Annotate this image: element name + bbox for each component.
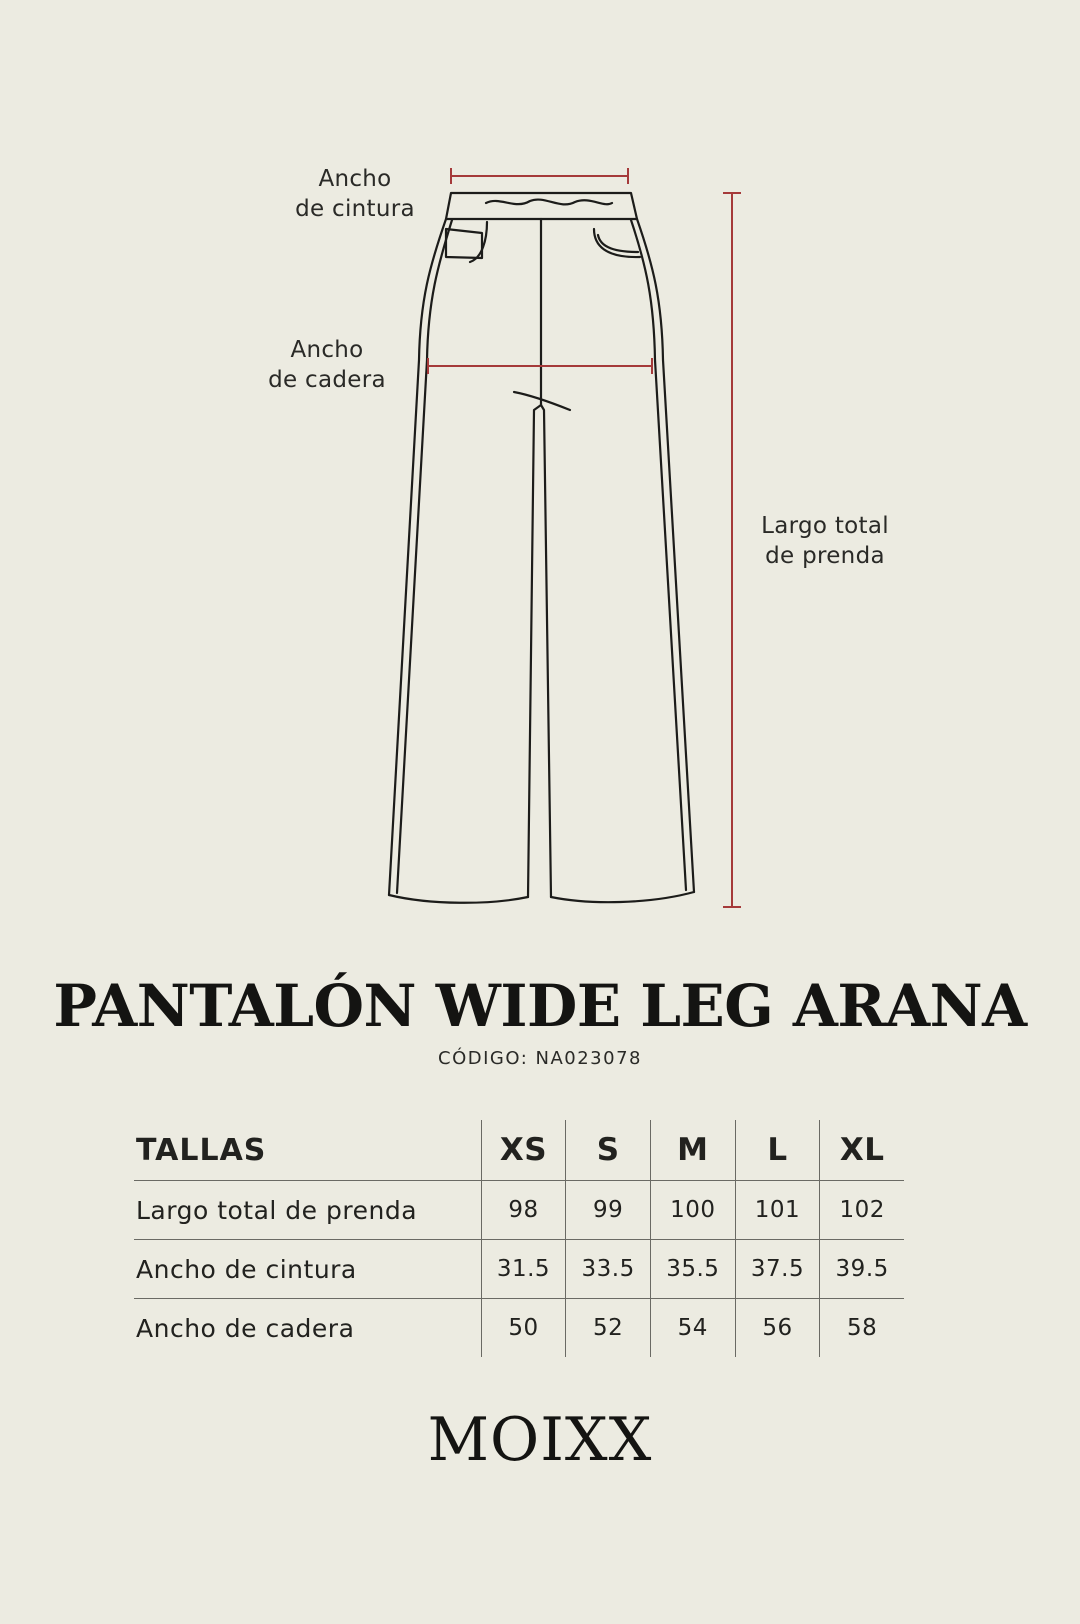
size-table-header bbox=[134, 1120, 904, 1181]
waistband-elastic bbox=[486, 200, 612, 205]
row-label: Ancho de cadera bbox=[136, 1313, 355, 1343]
size-s-header: S bbox=[565, 1120, 650, 1180]
right-hem bbox=[551, 892, 694, 902]
table-cell: 50 bbox=[481, 1299, 566, 1357]
total-length-label: Largo total de prenda bbox=[761, 513, 889, 569]
waist-width-label: Ancho de cintura bbox=[295, 166, 415, 222]
row-label: Ancho de cintura bbox=[136, 1254, 357, 1284]
product-title: PANTALÓN WIDE LEG ARANA bbox=[53, 972, 1027, 1040]
table-cell: 100 bbox=[650, 1181, 735, 1239]
size-l-header: L bbox=[735, 1120, 820, 1180]
table-cell: 39.5 bbox=[819, 1240, 904, 1298]
table-cell: 58 bbox=[819, 1299, 904, 1357]
size-xs-header: XS bbox=[481, 1120, 566, 1180]
hip-width-label: Ancho de cadera bbox=[268, 337, 386, 393]
size-table bbox=[134, 1120, 904, 1357]
product-code: CÓDIGO: NA023078 bbox=[438, 1048, 642, 1069]
table-cell: 54 bbox=[650, 1299, 735, 1357]
table-cell: 98 bbox=[481, 1181, 566, 1239]
row-label: Largo total de prenda bbox=[136, 1195, 418, 1225]
left-hem bbox=[389, 895, 528, 903]
left-pocket bbox=[446, 229, 482, 258]
size-xl-header: XL bbox=[819, 1120, 904, 1180]
table-cell: 33.5 bbox=[565, 1240, 650, 1298]
table-cell: 31.5 bbox=[481, 1240, 566, 1298]
table-cell: 52 bbox=[565, 1299, 650, 1357]
table-row bbox=[134, 1181, 904, 1240]
table-row bbox=[134, 1240, 904, 1299]
table-cell: 99 bbox=[565, 1181, 650, 1239]
table-cell: 37.5 bbox=[735, 1240, 820, 1298]
table-cell: 35.5 bbox=[650, 1240, 735, 1298]
waistband-outline bbox=[446, 193, 637, 219]
table-cell: 101 bbox=[735, 1181, 820, 1239]
sizes-header-label: TALLAS bbox=[136, 1132, 267, 1168]
left-outer-seam bbox=[389, 219, 446, 895]
brand-logo: MOIXX bbox=[427, 1405, 653, 1475]
table-row bbox=[134, 1299, 904, 1357]
table-cell: 102 bbox=[819, 1181, 904, 1239]
table-cell: 56 bbox=[735, 1299, 820, 1357]
size-m-header: M bbox=[650, 1120, 735, 1180]
